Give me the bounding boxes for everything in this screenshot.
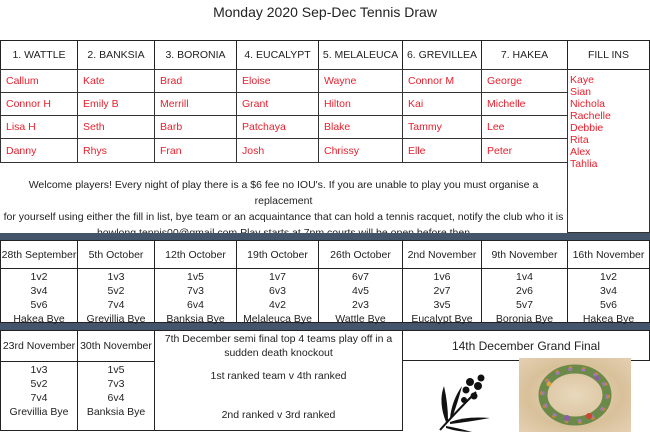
match: 2v7 xyxy=(433,285,451,297)
team-header-label: 3. BORONIA xyxy=(165,49,226,61)
semi-final-matches xyxy=(154,360,403,431)
schedule-date: 12th October xyxy=(155,241,236,269)
fill-in-name: Nichola xyxy=(570,98,606,110)
team-header xyxy=(154,40,237,70)
match: 5v2 xyxy=(30,378,48,390)
match: 5v6 xyxy=(30,299,48,311)
schedule-date: 23rd November xyxy=(1,331,77,362)
fill-in-name: Rachelle xyxy=(570,110,611,122)
schedule-matches xyxy=(78,269,154,326)
match: 7v4 xyxy=(30,392,48,404)
player-name: Lee xyxy=(481,115,568,139)
wreath-icon xyxy=(519,358,631,432)
match: 2v3 xyxy=(352,299,369,311)
fill-ins-header xyxy=(567,40,650,70)
match: 6v7 xyxy=(352,271,369,283)
match: 1v3 xyxy=(107,271,125,283)
schedule-date: 26th October xyxy=(319,241,402,269)
schedule-matches xyxy=(237,269,318,326)
schedule-matches xyxy=(403,269,481,326)
match: 5v2 xyxy=(107,285,125,297)
semi-final-match: 2nd ranked v 3rd ranked xyxy=(221,409,336,421)
schedule-matches xyxy=(319,269,402,326)
schedule-week xyxy=(318,240,403,323)
fill-in-name: Tahlia xyxy=(570,158,598,170)
bye-team: Wattle Bye xyxy=(335,313,386,325)
team-header xyxy=(236,40,319,70)
match: 1v2 xyxy=(30,271,48,283)
team-header-label: 4. EUCALYPT xyxy=(244,49,311,61)
schedule-date: 30th November xyxy=(78,331,154,362)
player-name: Elle xyxy=(402,138,482,163)
grand-final-label: 14th December Grand Final xyxy=(451,338,601,353)
player-name: Callum xyxy=(0,69,78,93)
team-header-label: 1. WATTLE xyxy=(12,49,66,61)
player-name: Josh xyxy=(236,138,319,163)
player-name: Kate xyxy=(77,69,155,93)
wreath-image xyxy=(519,358,631,432)
match: 7v4 xyxy=(107,299,125,311)
schedule-matches xyxy=(1,269,77,326)
semi-final-header xyxy=(154,330,403,361)
match: 1v3 xyxy=(30,364,48,376)
match: 6v4 xyxy=(187,299,204,311)
schedule-week xyxy=(77,240,155,323)
team-header-label: 6. GREVILLEA xyxy=(406,49,478,61)
player-name: Emily B xyxy=(77,92,155,116)
player-name: Rhys xyxy=(77,138,155,163)
player-name: Danny xyxy=(0,138,78,163)
team-header-label: 2. BANKSIA xyxy=(87,49,145,61)
schedule-week xyxy=(0,330,78,431)
player-name: Wayne xyxy=(318,69,403,93)
schedule-week xyxy=(0,240,78,323)
match: 1v2 xyxy=(600,271,617,283)
bye-team: Grevillia Bye xyxy=(9,406,69,418)
team-header xyxy=(0,40,78,70)
player-name: Connor H xyxy=(0,92,78,116)
bye-team: Banksia Bye xyxy=(166,313,225,325)
team-header-label: 7. HAKEA xyxy=(500,49,549,61)
welcome-line: Welcome players! Every night of play there is a $6 fee no IOU's. If you are unable to play you must organise a replacement xyxy=(28,179,539,207)
match: 4v5 xyxy=(352,285,369,297)
bye-team: Melaleuca Bye xyxy=(243,313,312,325)
match: 3v4 xyxy=(30,285,48,297)
player-name: Barb xyxy=(154,115,237,139)
schedule-week xyxy=(567,240,650,323)
match: 5v6 xyxy=(600,299,617,311)
bye-team: Grevillia Bye xyxy=(86,313,146,325)
semi-final-subtitle: sudden death knockout xyxy=(224,347,333,359)
schedule-date: 19th October xyxy=(237,241,318,269)
match: 1v6 xyxy=(433,271,451,283)
bye-team: Banksia Bye xyxy=(86,406,146,418)
schedule-date: 5th October xyxy=(78,241,154,269)
match: 3v5 xyxy=(433,299,451,311)
welcome-message xyxy=(0,177,567,241)
match: 5v7 xyxy=(516,299,533,311)
match: 7v3 xyxy=(107,378,125,390)
player-name: Chrissy xyxy=(318,138,403,163)
divider-band xyxy=(0,233,650,240)
schedule-week xyxy=(77,330,155,431)
match: 6v4 xyxy=(107,392,125,404)
schedule-matches xyxy=(155,269,236,326)
schedule-date: 9th November xyxy=(482,241,567,269)
match: 7v3 xyxy=(187,285,204,297)
schedule-week xyxy=(402,240,482,323)
fill-ins-list xyxy=(567,69,650,233)
schedule-matches xyxy=(78,362,154,419)
match: 3v4 xyxy=(600,285,617,297)
team-header xyxy=(318,40,403,70)
fill-in-name: Rita xyxy=(570,134,589,146)
player-name: Connor M xyxy=(402,69,482,93)
schedule-date: 16th November xyxy=(568,241,649,269)
match: 1v7 xyxy=(269,271,286,283)
fill-in-name: Sian xyxy=(570,86,592,98)
wattle-branch-icon xyxy=(436,372,492,432)
semi-final-match: 1st ranked team v 4th ranked xyxy=(210,370,347,382)
player-name: George xyxy=(481,69,568,93)
match: 4v2 xyxy=(269,299,286,311)
fill-in-name: Kaye xyxy=(570,74,594,86)
player-name: Fran xyxy=(154,138,237,163)
bye-team: Hakea Bye xyxy=(582,313,635,325)
page-title: Monday 2020 Sep-Dec Tennis Draw xyxy=(213,4,437,20)
fill-in-name: Debbie xyxy=(570,122,604,134)
player-name: Blake xyxy=(318,115,403,139)
player-name: Grant xyxy=(236,92,319,116)
player-name: Michelle xyxy=(481,92,568,116)
player-name: Lisa H xyxy=(0,115,78,139)
schedule-week xyxy=(481,240,568,323)
schedule-date: 2nd November xyxy=(403,241,481,269)
player-name: Tammy xyxy=(402,115,482,139)
team-header xyxy=(77,40,155,70)
match: 1v5 xyxy=(187,271,204,283)
schedule-week xyxy=(236,240,319,323)
match: 6v3 xyxy=(269,285,286,297)
welcome-line: for yourself using either the fill in list, bye team or an acquaintance that can hold a tennis racquet, notify the club who it is xyxy=(3,211,564,223)
bye-team: Hakea Bye xyxy=(13,313,65,325)
player-name: Hilton xyxy=(318,92,403,116)
bye-team: Boronia Bye xyxy=(495,313,554,325)
schedule-matches xyxy=(482,269,567,326)
schedule-matches xyxy=(1,362,77,419)
team-header xyxy=(481,40,568,70)
player-name: Kai xyxy=(402,92,482,116)
player-name: Eloise xyxy=(236,69,319,93)
fill-ins-header-label: FILL INS xyxy=(587,49,630,61)
player-name: Brad xyxy=(154,69,237,93)
semi-final-title: 7th December semi final top 4 teams play off in a xyxy=(164,333,393,345)
team-header xyxy=(402,40,482,70)
schedule-date: 28th September xyxy=(1,241,77,269)
match: 1v4 xyxy=(516,271,533,283)
player-name: Seth xyxy=(77,115,155,139)
team-header-label: 5. MELALEUCA xyxy=(322,49,399,61)
fill-in-name: Alex xyxy=(570,146,591,158)
player-name: Merrill xyxy=(154,92,237,116)
schedule-week xyxy=(154,240,237,323)
bye-team: Eucalypt Bye xyxy=(411,313,473,325)
player-name: Patchaya xyxy=(236,115,319,139)
grand-final-header xyxy=(402,330,650,361)
schedule-matches xyxy=(568,269,649,326)
match: 2v6 xyxy=(516,285,533,297)
match: 1v5 xyxy=(107,364,125,376)
player-name: Peter xyxy=(481,138,568,163)
